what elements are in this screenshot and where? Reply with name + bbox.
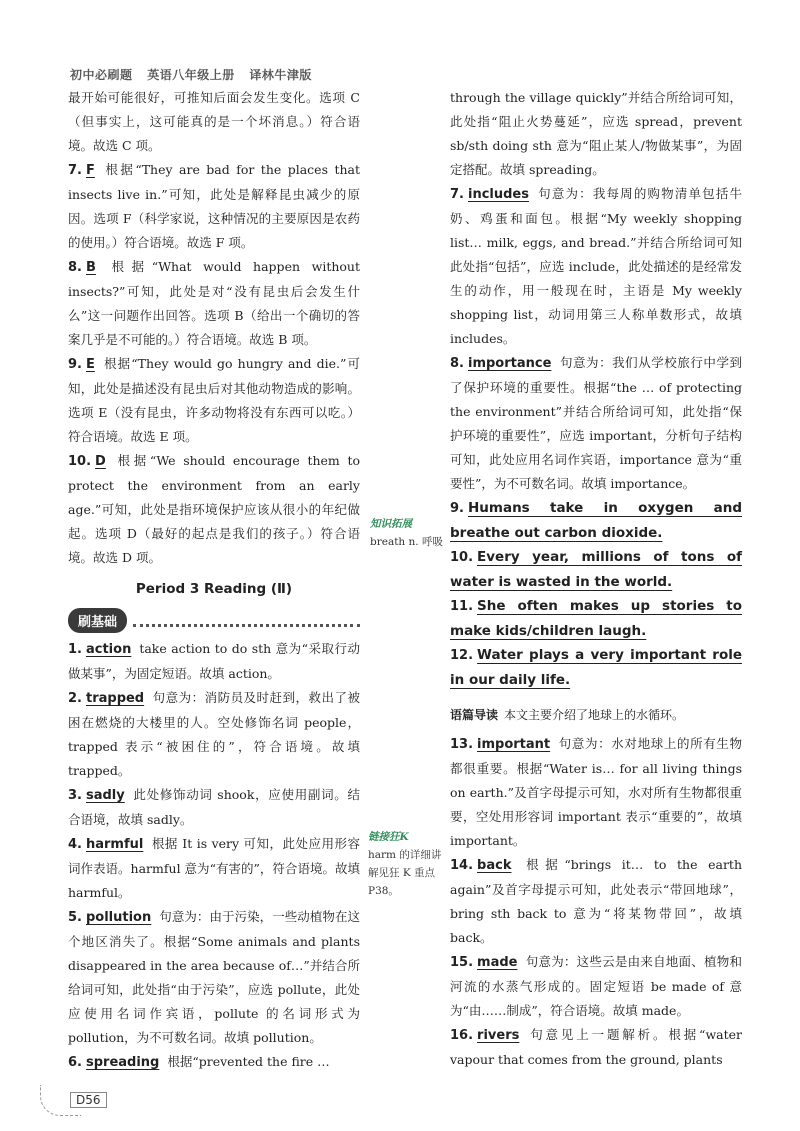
item-number: 12. <box>450 648 474 663</box>
sentence-item-9 <box>450 496 742 545</box>
item-number: 15. <box>450 955 474 970</box>
sidenote-link <box>368 828 444 900</box>
answer-item-16 <box>450 1023 742 1072</box>
answer-key: important <box>477 737 551 752</box>
explanation: 句意为：消防员及时赶到，救出了被困在燃烧的大楼里的人。空处修饰名词 people，trapped 表示“被困住的”，符合语境。故填 trapped。 <box>68 690 360 778</box>
running-header <box>70 66 322 83</box>
answer-item-3 <box>68 783 360 832</box>
answer-item-1 <box>68 637 360 686</box>
answer-key: importance <box>467 356 552 371</box>
sentence-item-12 <box>450 643 742 692</box>
badge-label: 刷基础 <box>68 608 127 633</box>
answer-sentence: Water plays a very important role in our daily life. <box>450 647 742 688</box>
answer-item-8 <box>68 255 360 352</box>
answer-sentence: Humans take in oxygen and breathe out carbon dioxide. <box>450 500 742 541</box>
guide-label: 语篇导读 <box>450 708 499 722</box>
period-heading: Period 3 Reading (Ⅱ) <box>135 581 293 597</box>
item-number: 4. <box>68 837 82 852</box>
answer-key: B <box>85 260 96 275</box>
section-badge <box>68 608 360 633</box>
header-edition: 译林牛津版 <box>249 68 312 82</box>
sentence-item-11 <box>450 594 742 643</box>
item-number: 10. <box>450 550 474 565</box>
explanation: 根据“prevented the fire … <box>167 1054 330 1069</box>
item-number: 14. <box>450 858 474 873</box>
sidenote-tag: 知识拓展 <box>370 518 412 530</box>
answer-key: E <box>85 357 95 372</box>
header-series: 初中必刷题 <box>70 68 133 82</box>
explanation: 根据“We should encourage them to protect the environment from an early age.”可知，此处是指环境保护应该从很小的年纪做起。选项 D（最好的起点是我们的孩子。）符合语境。故选 D 项。 <box>68 453 360 565</box>
answer-sentence: She often makes up stories to make kids/children laugh. <box>450 598 742 639</box>
right-column <box>450 86 742 1072</box>
answer-key: sadly <box>85 788 125 803</box>
item-number: 9. <box>450 501 464 516</box>
dotted-divider <box>133 614 360 627</box>
explanation: 根据“They are bad for the places that insects live in.”可知，此处是解释昆虫减少的原因。选项 F（科学家说，这种情况的主要原因是农药的使用。）符合语境。故选 F 项。 <box>68 162 360 250</box>
item-number: 8. <box>68 260 82 275</box>
explanation: 根据 It is very 可知，此处应用形容词作表语。harmful 意为“有害的”，符合语境。故填 harmful。 <box>68 836 360 900</box>
item-number: 2. <box>68 691 82 706</box>
answer-key: F <box>85 163 95 178</box>
item-number: 1. <box>68 642 82 657</box>
item-number: 9. <box>68 357 82 372</box>
answer-item-7b <box>450 182 742 351</box>
explanation: 句意为：这些云是由来自地面、植物和河流的水蒸气形成的。固定短语 be made of 意为“由……制成”，符合语境。故填 made。 <box>450 954 742 1018</box>
header-book: 英语八年级上册 <box>147 68 235 82</box>
answer-item-9 <box>68 352 360 449</box>
answer-item-14 <box>450 853 742 950</box>
answer-item-8b <box>450 351 742 496</box>
item-number: 6. <box>68 1055 82 1070</box>
explanation: 根据“They would go hungry and die.”可知，此处是描述没有昆虫后对其他动物造成的影响。选项 E（没有昆虫，许多动物将没有东西可以吃。）符合语境。故选 E 项。 <box>68 356 360 444</box>
sidenote-knowledge <box>370 515 450 551</box>
item-number: 5. <box>68 910 82 925</box>
item-number: 3. <box>68 788 82 803</box>
reading-guide <box>450 702 742 728</box>
answer-key: made <box>477 955 518 970</box>
answer-key: includes <box>467 187 529 202</box>
answer-key: action <box>85 642 132 657</box>
item-number: 8. <box>450 356 464 371</box>
explanation: 句意为：我们从学校旅行中学到了保护环境的重要性。根据“the … of protecting the environment”并结合所给词可知，此处指“保护环境的重要性”，应选 important，分析句子结构可知，此处应用名词作宾语，importance 意为“重要性”，为不可数名词。故填 importance。 <box>450 355 742 491</box>
intro-paragraph: 最开始可能很好，可推知后面会发生变化。选项 C（但事实上，这可能真的是一个坏消息。）符合语境。故选 C 项。 <box>68 90 360 153</box>
item-number: 13. <box>450 737 474 752</box>
sidenote-tag: 链接狂K <box>368 831 409 843</box>
answer-key: back <box>477 858 512 873</box>
answer-key: spreading <box>85 1055 160 1070</box>
left-column <box>68 86 360 1075</box>
sidenote-text: breath n. 呼吸 <box>370 536 443 548</box>
answer-item-10 <box>68 449 360 570</box>
answer-item-4 <box>68 832 360 905</box>
sidenote-text: harm 的详细讲解见狂 K 重点 P38。 <box>368 849 442 897</box>
answer-item-15 <box>450 950 742 1023</box>
answer-sentence: Every year, millions of tons of water is wasted in the world. <box>450 549 742 590</box>
explanation: take action to do sth 意为“采取行动做某事”，为固定短语。故填 action。 <box>68 641 360 681</box>
explanation: 句意为：水对地球上的所有生物都很重要。根据“Water is… for all living things on earth.”及首字母提示可知，水对所有生物都很重要，空处用形容词 important 表示“重要的”，故填 important。 <box>450 736 742 848</box>
item-number: 11. <box>450 599 474 614</box>
answer-key: rivers <box>477 1028 520 1043</box>
answer-item-6 <box>68 1050 360 1075</box>
answer-key: harmful <box>85 837 144 852</box>
item-number: 10. <box>68 454 92 469</box>
answer-item-7 <box>68 158 360 255</box>
answer-key: pollution <box>85 910 152 925</box>
explanation: 根据“What would happen without insects?”可知，此处是对“没有昆虫后会发生什么”这一问题作出回答。选项 B（给出一个确切的答案几乎是不可能的。）符合语境。故选 B 项。 <box>68 259 360 347</box>
explanation: 句意为：由于污染，一些动植物在这个地区消失了。根据“Some animals and plants disappeared in the area because of…”并结合所给词可知，此处指“由于污染”，应选 pollute，此处应使用名词作宾语，pollute 的名词形式为 pollution，为不可数名词。故填 pollution。 <box>68 909 360 1045</box>
guide-text: 本文主要介绍了地球上的水循环。 <box>504 708 685 722</box>
answer-item-5 <box>68 905 360 1050</box>
explanation: 此处修饰动词 shook，应使用副词。结合语境，故填 sadly。 <box>68 787 360 827</box>
explanation: 句意见上一题解析。根据“water vapour that comes from the ground, plants <box>450 1027 742 1067</box>
item-number: 7. <box>68 163 82 178</box>
sentence-item-10 <box>450 545 742 594</box>
item-number: 7. <box>450 187 464 202</box>
explanation: 根据“brings it… to the earth again”及首字母提示可知，此处表示“带回地球”，bring sth back to 意为“将某物带回”，故填 back。 <box>450 857 742 945</box>
continued-paragraph: through the village quickly”并结合所给词可知，此处指“阻止火势蔓延”，应选 spread，prevent sb/sth doing sth 意为“阻止某人/物做某事”，为固定搭配。故填 spreading。 <box>450 90 742 177</box>
answer-key: D <box>95 454 106 469</box>
answer-item-13 <box>450 732 742 853</box>
answer-item-2 <box>68 686 360 783</box>
page-number: D56 <box>70 1092 107 1108</box>
answer-key: trapped <box>85 691 145 706</box>
explanation: 句意为：我每周的购物清单包括牛奶、鸡蛋和面包。根据“My weekly shopping list… milk, eggs, and bread.”并结合所给词可知此处指“包括”，应选 include，此处描述的是经常发生的动作，用一般现在时，主语是 My weekly shopping list，动词用第三人称单数形式，故填 includes。 <box>450 186 742 346</box>
item-number: 16. <box>450 1028 474 1043</box>
